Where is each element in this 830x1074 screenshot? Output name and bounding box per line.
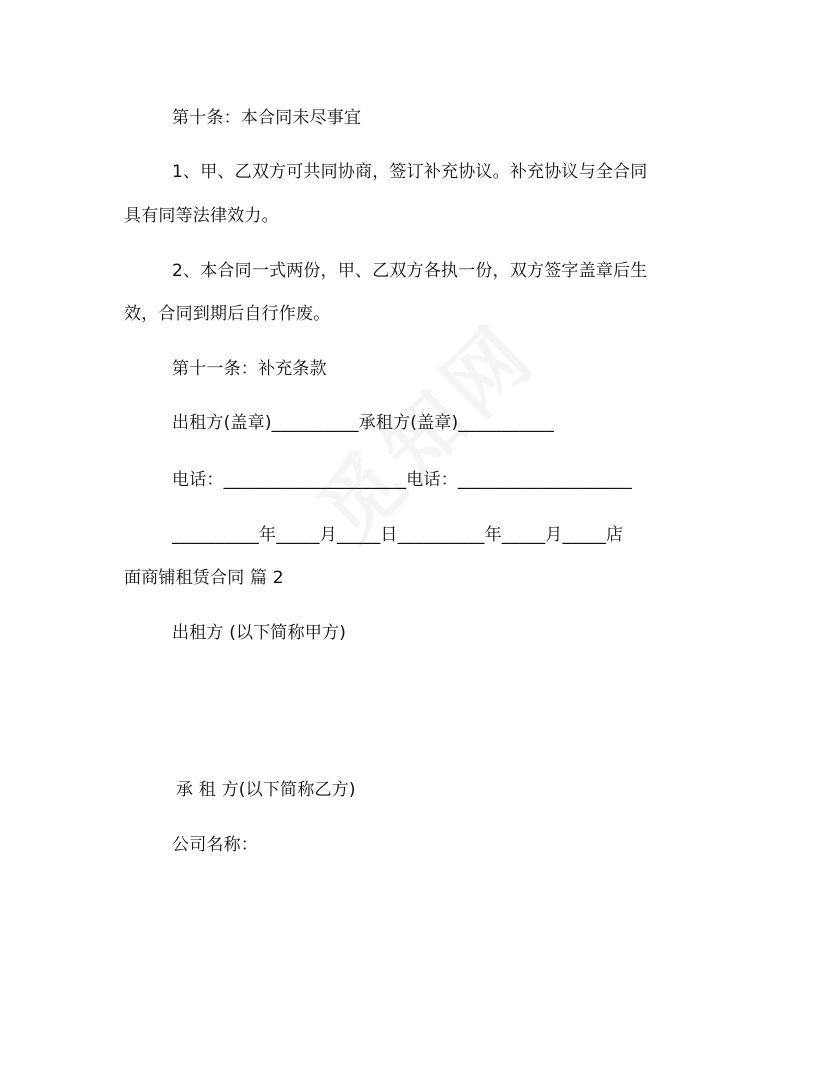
clause-2-line-1: 2、本合同一式两份，甲、乙双方各执一份，双方签字盖章后生 (172, 261, 648, 281)
signature-line: 出租方(盖章)__________承租方(盖章)___________ (172, 413, 555, 433)
phone-line: 电话：_____________________电话：____________________ (172, 470, 632, 490)
clause-1-line-1: 1、甲、乙双方可共同协商，签订补充协议。补充协议与全合同 (172, 162, 648, 182)
article-11-heading: 第十一条：补充条款 (172, 359, 327, 379)
company-name-line: 公司名称： (172, 835, 258, 855)
article-10-heading: 第十条：本合同未尽事宜 (172, 108, 362, 128)
date-line: __________年_____月_____日__________年_____月_____店 (172, 525, 624, 545)
contract-2-title: 面商铺租赁合同 篇 2 (124, 568, 284, 588)
clause-2-line-2: 效，合同到期后自行作废。 (124, 304, 331, 324)
lessee-line: 承 租 方(以下简称乙方) (176, 780, 356, 800)
clause-1-line-2: 具有同等法律效力。 (124, 206, 279, 226)
lessor-line: 出租方 (以下简称甲方) (172, 623, 347, 643)
